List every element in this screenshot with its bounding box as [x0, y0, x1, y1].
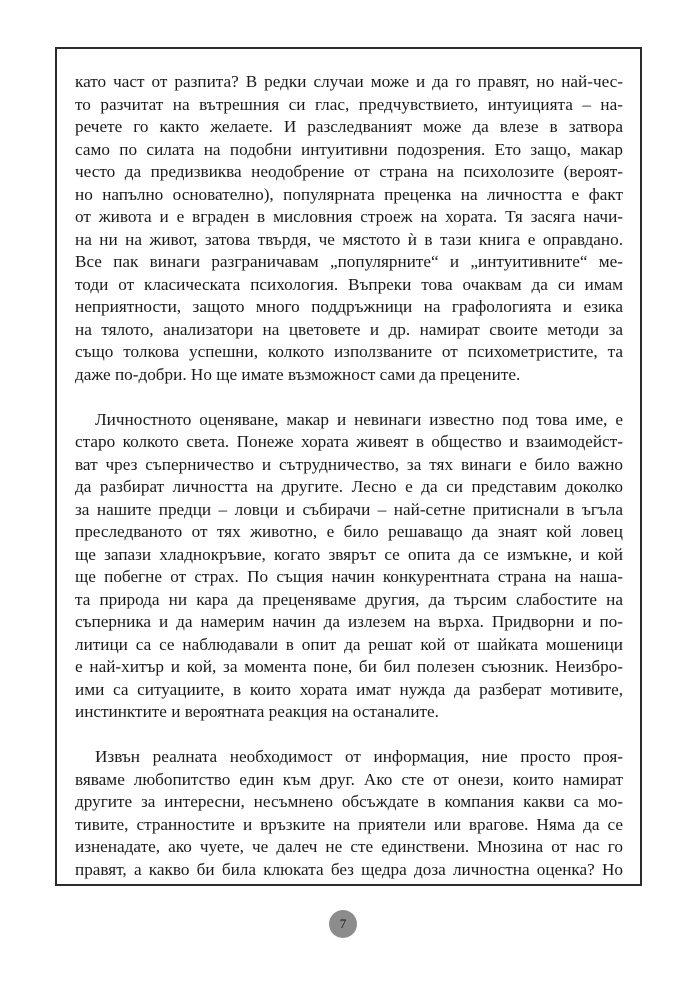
paragraph [75, 409, 623, 724]
page-number: 7 [329, 910, 357, 938]
paragraph-gap [75, 386, 623, 409]
text-line: ще запази хладнокръвие, когато звярът се опита да се измъкне, и кой [75, 544, 623, 564]
text-line: но напълно основателно), популярната преценка на личността е факт [75, 184, 623, 204]
text-line: Личностното оценяване, макар и невинаги известно под това име, е [95, 409, 623, 429]
text-line: тивите, странностите и връзките на приятели или врагове. Няма да се [75, 814, 623, 834]
text-line: литици са се наблюдавали в опит да решат кой от шайката мошеници [75, 634, 623, 654]
text-line: вяваме любопитство един към друг. Ако сте от онези, които намират [75, 769, 623, 789]
text-line: е най-хитър и кой, за момента поне, би бил полезен съюзник. Неизбро- [75, 657, 623, 676]
text-line: от живота и е вграден в мисловния строеж на хората. Тя засяга начи- [75, 207, 623, 226]
paragraph [75, 746, 623, 881]
text-line: да разбират личността на другите. Лесно е да си представим доколко [75, 477, 623, 496]
text-line: тоди от класическата психология. Въпреки това очаквам да си имам [75, 274, 623, 294]
text-line: правят, а какво би била клюката без щедра доза личностна оценка? Но [75, 859, 623, 879]
text-line: ват чрез съперничество и сътрудничество, за тях винаги е било важно [75, 454, 623, 474]
text-body [75, 71, 623, 881]
text-line: често да предизвиква неодобрение от страна на психолозите (вероят- [75, 162, 623, 181]
text-line: изненадате, ако чуете, че далеч не сте единствени. Мнозина от нас го [75, 837, 623, 856]
text-line: преследваното от тях животно, е било решаващо да знаят кой ловец [75, 522, 623, 541]
text-line: даже по-добри. Но ще имате възможност сами да прецените. [75, 364, 521, 384]
text-line: на тялото, анализатори на цветовете и др. намират своите методи за [75, 319, 623, 339]
text-line: ими са ситуациите, в които хората имат нужда да разберат мотивите, [75, 679, 623, 699]
text-line: другите за интересни, несъмнено обсъждате в компания какви са мо- [75, 792, 623, 811]
text-line: също толкова успешни, колкото използваните от психометристите, та [75, 342, 623, 361]
paragraph [75, 71, 623, 386]
text-line: Извън реалната необходимост от информация, ние просто проя- [95, 747, 623, 766]
text-line: та природа ни кара да преценяваме другия, да търсим слабостите на [75, 589, 623, 609]
text-line: ще побегне от страх. По същия начин конкурентната страна на наша- [75, 567, 623, 586]
text-line: на ни на живот, затова твърдя, че мястото ѝ в тази книга е оправдано. [75, 229, 623, 249]
text-line: Все пак винаги разграничавам „популярните“ и „интуитивните“ ме- [75, 252, 623, 271]
text-line: старо колкото света. Понеже хората живеят в общество и взаимодейст- [75, 432, 623, 451]
text-line: инстинктите и вероятната реакция на останалите. [75, 702, 439, 721]
text-line: то разчитат на вътрешния си глас, предчувствието, интуицията – на- [75, 94, 623, 114]
text-line: като част от разпита? В редки случаи може и да го правят, но най-чес- [75, 72, 623, 91]
text-line: за нашите предци – ловци и събирачи – най-сетне притиснали в ъгъла [75, 499, 623, 519]
text-line: само по силата на подобни интуитивни подозрения. Ето защо, макар [75, 139, 623, 159]
paragraph-gap [75, 724, 623, 747]
text-line: съперника и да намерим начин да излезем на върха. Придворни и по- [75, 612, 623, 631]
text-line: неприятности, защото много поддръжници на графологията и езика [75, 297, 623, 316]
text-line: речете го както желаете. И разследваният може да влезе в затвора [75, 117, 623, 136]
